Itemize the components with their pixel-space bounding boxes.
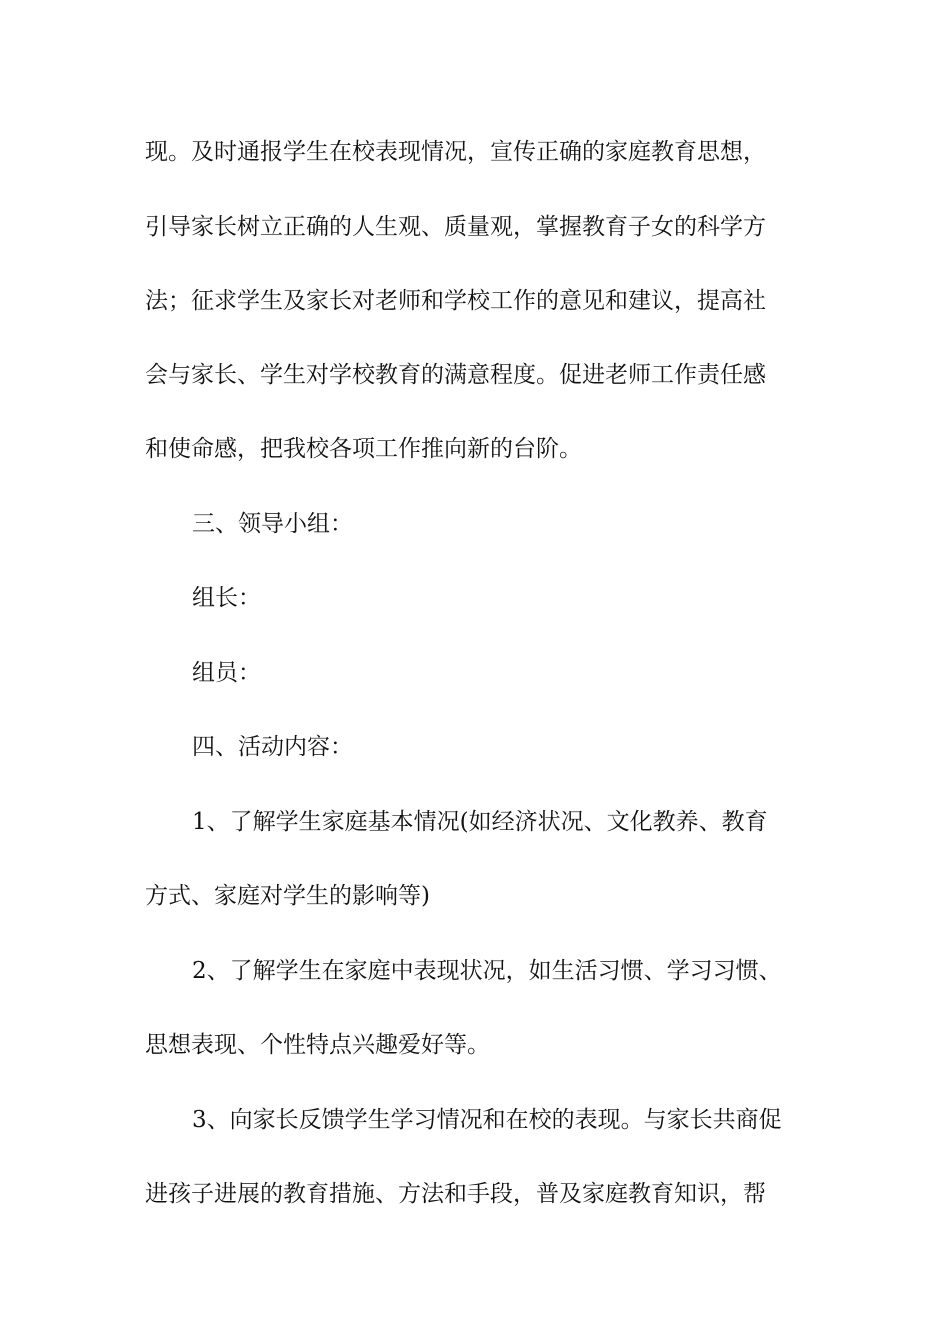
line-text: 现。及时通报学生在校表现情况，宣传正确的家庭教育思想， bbox=[145, 139, 766, 165]
section-heading-activities: 四、活动内容： bbox=[192, 734, 353, 760]
paragraph-line: 引导家长树立正确的人生观、质量观，掌握教育子女的科学方 bbox=[145, 214, 766, 240]
list-item-3-line: 3、向家长反馈学生学习情况和在校的表现。与家长共商促 bbox=[192, 1107, 782, 1133]
paragraph-line: 会与家长、学生对学校教育的满意程度。促进老师工作责任感 bbox=[145, 362, 766, 388]
list-item-3-line: 进孩子进展的教育措施、方法和手段，普及家庭教育知识，帮 bbox=[145, 1181, 766, 1207]
group-members-label: 组员： bbox=[192, 660, 261, 686]
paragraph-line: 法；征求学生及家长对老师和学校工作的意见和建议，提高社 bbox=[145, 288, 766, 314]
paragraph-line bbox=[145, 136, 809, 168]
group-leader-label: 组长： bbox=[192, 585, 261, 611]
list-item-2-line: 思想表现、个性特点兴趣爱好等。 bbox=[145, 1032, 490, 1058]
list-item-1-line: 方式、家庭对学生的影响等) bbox=[145, 883, 430, 909]
list-item-1-line: 1、了解学生家庭基本情况(如经济状况、文化教养、教育 bbox=[192, 809, 768, 835]
section-heading-leadership: 三、领导小组： bbox=[192, 511, 353, 537]
paragraph-line: 和使命感，把我校各项工作推向新的台阶。 bbox=[145, 436, 582, 462]
list-item-2-line: 2、了解学生在家庭中表现状况，如生活习惯、学习习惯、 bbox=[192, 958, 782, 984]
